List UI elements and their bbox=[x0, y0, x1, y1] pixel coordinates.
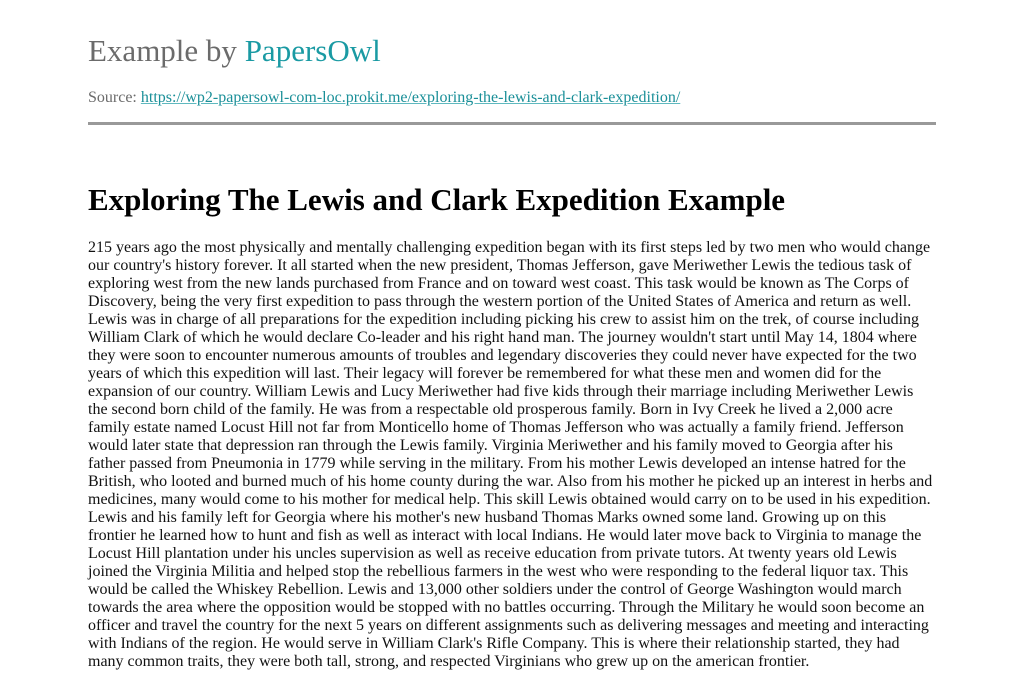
body-line: family estate named Locust Hill not far from Monticello home of Thomas Jefferson who was actually a family friend. Jefferson bbox=[88, 419, 904, 436]
brand-prefix: Example by bbox=[88, 33, 245, 68]
source-label: Source: bbox=[88, 89, 141, 106]
brand-name: PapersOwl bbox=[244, 33, 381, 68]
body-line: Lewis and his family left for Georgia where his mother's new husband Thomas Marks owned some land. Growing up on this bbox=[88, 509, 887, 526]
body-line: expansion of our country. William Lewis and Lucy Meriwether had five kids through their marriage including Meriwether Lewis bbox=[88, 383, 914, 400]
body-line: frontier he learned how to hunt and fish as well as interact with local Indians. He would later move back to Virginia to manage the bbox=[88, 527, 922, 544]
body-line: they were soon to encounter numerous amounts of troubles and legendary discoveries they could never have expected for the two bbox=[88, 347, 917, 364]
article-body bbox=[88, 239, 936, 671]
body-line: joined the Virginia Militia and helped stop the rebellious farmers in the west who were responding to the federal liquor tax. This bbox=[88, 563, 909, 580]
body-line: Lewis was in charge of all preparations for the expedition including picking his crew to assist him on the trek, of course including bbox=[88, 311, 920, 328]
body-line: years of which this expedition will last. Their legacy will forever be remembered for what these men and women did for the bbox=[88, 365, 882, 382]
body-line: William Clark of which he would declare Co-leader and his right hand man. The journey wouldn't start until May 14, 1804 where bbox=[88, 329, 917, 346]
body-line: British, who looted and burned much of his home county during the war. Also from his mother he picked up an interest in herbs and bbox=[88, 473, 933, 490]
article-title: Exploring The Lewis and Clark Expedition Example bbox=[88, 182, 786, 217]
header-divider bbox=[88, 122, 936, 125]
body-line: towards the area where the opposition would be stopped with no battles occurring. Through the Military he would soon become an bbox=[88, 599, 925, 616]
body-line: exploring west from the new lands purchased from France and on toward west coast. This task would be known as The Corps of bbox=[88, 275, 910, 292]
source-link[interactable]: https://wp2-papersowl-com-loc.prokit.me/exploring-the-lewis-and-clark-expedition/ bbox=[140, 89, 681, 106]
body-line: would be called the Whiskey Rebellion. Lewis and 13,000 other soldiers under the control of George Washington would march bbox=[88, 581, 902, 598]
body-line: officer and travel the country for the next 5 years on different assignments such as delivering messages and meeting and interacting bbox=[88, 617, 929, 634]
brand-heading bbox=[88, 33, 381, 69]
body-line: our country's history forever. It all started when the new president, Thomas Jefferson, gave Meriwether Lewis the tedious task of bbox=[88, 257, 912, 274]
body-line: 215 years ago the most physically and mentally challenging expedition began with its first steps led by two men who would change bbox=[88, 239, 931, 256]
body-line: Locust Hill plantation under his uncles supervision as well as receive education from private tutors. At twenty years old Lewis bbox=[88, 545, 897, 562]
body-line: would later state that depression ran through the Lewis family. Virginia Meriwether and his family moved to Georgia after his bbox=[88, 437, 893, 454]
body-line: many common traits, they were both tall, strong, and respected Virginians who grew up on the american frontier. bbox=[88, 653, 810, 670]
body-line: the second born child of the family. He was from a respectable old prosperous family. Born in Ivy Creek he lived a 2,000 acre bbox=[88, 401, 893, 418]
body-line: with Indians of the region. He would serve in William Clark's Rifle Company. This is where their relationship started, they had bbox=[88, 635, 900, 652]
body-line: Discovery, being the very first expedition to pass through the western portion of the United States of America and return as well. bbox=[88, 293, 912, 310]
body-line: father passed from Pneumonia in 1779 while serving in the military. From his mother Lewis developed an intense hatred for the bbox=[88, 455, 906, 472]
body-line: medicines, many would come to his mother for medical help. This skill Lewis obtained would carry on to be used in his expedition. bbox=[88, 491, 931, 508]
source-line bbox=[88, 88, 680, 108]
